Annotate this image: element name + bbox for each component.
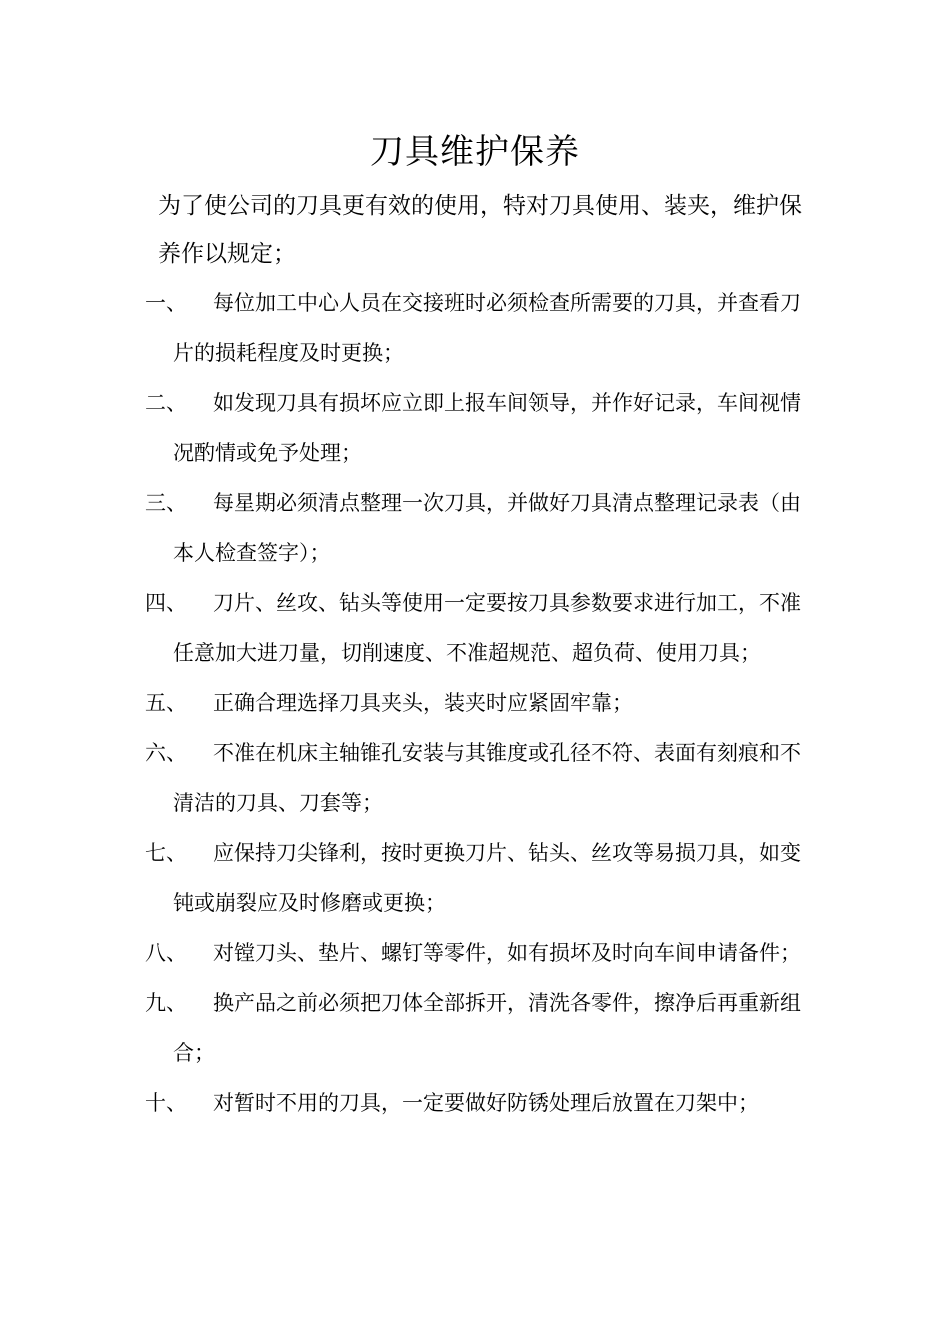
item-number: 八、 xyxy=(145,941,187,965)
item-text: 对暂时不用的刀具，一定要做好防锈处理后放置在刀架中； xyxy=(213,1091,759,1115)
item-text: 刀片、丝攻、钻头等使用一定要按刀具参数要求进行加工，不准任意加大进刀量，切削速度、不准超规范、超负荷、使用刀具； xyxy=(173,591,801,665)
intro-paragraph: 为了使公司的刀具更有效的使用，特对刀具使用、装夹，维护保养作以规定； xyxy=(158,193,802,267)
list-item xyxy=(145,978,810,1078)
list-item xyxy=(145,478,810,578)
list-item xyxy=(145,578,810,678)
list-item xyxy=(145,678,810,728)
item-number: 十、 xyxy=(145,1091,187,1115)
item-number: 九、 xyxy=(145,991,187,1015)
item-text: 如发现刀具有损坏应立即上报车间领导，并作好记录，车间视情况酌情或免予处理； xyxy=(173,391,801,465)
item-number: 三、 xyxy=(145,491,187,515)
list-item xyxy=(145,828,810,928)
item-text: 换产品之前必须把刀体全部拆开，清洗各零件，擦净后再重新组合； xyxy=(173,991,801,1065)
item-number: 五、 xyxy=(145,691,187,715)
list-item xyxy=(145,1078,810,1128)
document-title: 刀具维护保养 xyxy=(370,132,580,172)
list-item xyxy=(145,728,810,828)
item-text: 不准在机床主轴锥孔安装与其锥度或孔径不符、表面有刻痕和不清洁的刀具、刀套等； xyxy=(173,741,801,815)
item-number: 七、 xyxy=(145,841,187,865)
item-number: 二、 xyxy=(145,391,187,415)
list-item xyxy=(145,378,810,478)
item-text: 应保持刀尖锋利，按时更换刀片、钻头、丝攻等易损刀具，如变钝或崩裂应及时修磨或更换； xyxy=(173,841,801,915)
item-number: 一、 xyxy=(145,291,187,315)
item-number: 六、 xyxy=(145,741,187,765)
list-item xyxy=(145,278,810,378)
list-item xyxy=(145,928,810,978)
rules-list xyxy=(145,278,810,1128)
item-text: 对镗刀头、垫片、螺钉等零件，如有损坏及时向车间申请备件； xyxy=(213,941,801,965)
item-text: 每星期必须清点整理一次刀具，并做好刀具清点整理记录表（由本人检查签字）； xyxy=(173,491,801,565)
item-number: 四、 xyxy=(145,591,187,615)
item-text: 每位加工中心人员在交接班时必须检查所需要的刀具，并查看刀片的损耗程度及时更换； xyxy=(173,291,801,365)
item-text: 正确合理选择刀具夹头，装夹时应紧固牢靠； xyxy=(213,691,633,715)
